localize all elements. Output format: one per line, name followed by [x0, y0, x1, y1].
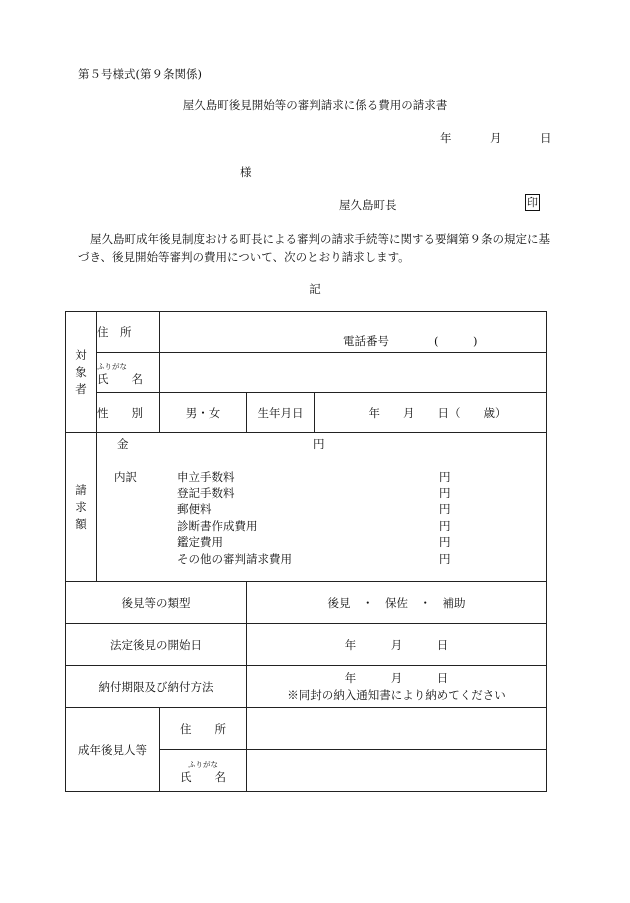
breakdown-item: 郵便料 [177, 502, 212, 516]
addressee: 様 [240, 165, 252, 179]
start-date-label: 法定後見の開始日 [66, 624, 247, 666]
breakdown-yen: 円 [439, 519, 451, 533]
breakdown-yen: 円 [439, 552, 451, 566]
furigana-label: ふりがな [97, 361, 127, 371]
guardian-type-label: 後見等の類型 [66, 582, 247, 624]
form-number: 第５号様式(第９条関係) [78, 67, 202, 81]
request-label-text: 請求額 [75, 482, 87, 531]
address-field[interactable] [160, 312, 547, 353]
sex-label: 性 別 [97, 393, 160, 433]
guardian-type-value[interactable]: 後見 ・ 保佐 ・ 補助 [247, 582, 547, 624]
subject-label-text: 対象者 [75, 347, 87, 396]
phone-paren: ( ) [434, 334, 478, 348]
birth-label: 生年月日 [247, 393, 315, 433]
request-label [66, 433, 97, 582]
amount-label: 金 [117, 437, 129, 451]
breakdown-yen: 円 [439, 486, 451, 500]
ward-name-label [160, 750, 247, 792]
address-label: 住 所 [97, 312, 160, 353]
date-year: 年 [440, 131, 452, 145]
ward-label: 成年後見人等 [66, 708, 160, 792]
breakdown-label: 内訳 [114, 470, 137, 484]
document-title: 屋久島町後見開始等の審判請求に係る費用の請求書 [182, 98, 448, 112]
breakdown-item: 申立手数料 [177, 470, 235, 484]
sex-value[interactable]: 男・女 [160, 393, 247, 433]
payment-note: ※同封の納入通知書により納めてください [287, 687, 506, 702]
breakdown-item: その他の審判請求費用 [177, 552, 292, 566]
name-field[interactable] [160, 353, 547, 393]
request-form-table [65, 311, 547, 792]
name-label-text: 氏 名 [97, 371, 143, 386]
sender: 屋久島町長 [339, 198, 397, 212]
breakdown-item: 鑑定費用 [177, 535, 223, 549]
breakdown-item: 登記手数料 [177, 486, 235, 500]
start-date-value[interactable]: 年 月 日 [247, 624, 547, 666]
ward-address-field[interactable] [247, 708, 547, 750]
phone-label: 電話番号 [343, 334, 389, 348]
amount-yen: 円 [313, 437, 325, 451]
date-month: 月 [490, 131, 502, 145]
payment-label: 納付期限及び納付方法 [66, 666, 247, 708]
date-day: 日 [540, 131, 552, 145]
ward-address-label: 住 所 [160, 708, 247, 750]
ward-furigana-label: ふりがな [188, 759, 218, 769]
name-label [97, 353, 160, 393]
breakdown-item: 診断書作成費用 [177, 519, 258, 533]
ki-heading: 記 [309, 282, 321, 296]
payment-date: 年 月 日 [344, 670, 449, 685]
ward-name-field[interactable] [247, 750, 547, 792]
payment-value[interactable] [247, 666, 547, 708]
breakdown-yen: 円 [439, 535, 451, 549]
request-amount-cell [97, 433, 547, 582]
ward-name-label-text: 氏 名 [180, 769, 226, 784]
breakdown-yen: 円 [439, 502, 451, 516]
breakdown-yen: 円 [439, 470, 451, 484]
body-text: 屋久島町成年後見制度おける町長による審判の請求手続等に関する要綱第９条の規定に基づき、後見開始等審判の費用について、次のとおり請求します。 [78, 232, 550, 264]
subject-label [66, 312, 97, 433]
seal-mark: 印 [527, 196, 538, 209]
birth-value[interactable]: 年 月 日（ 歳） [315, 393, 547, 433]
